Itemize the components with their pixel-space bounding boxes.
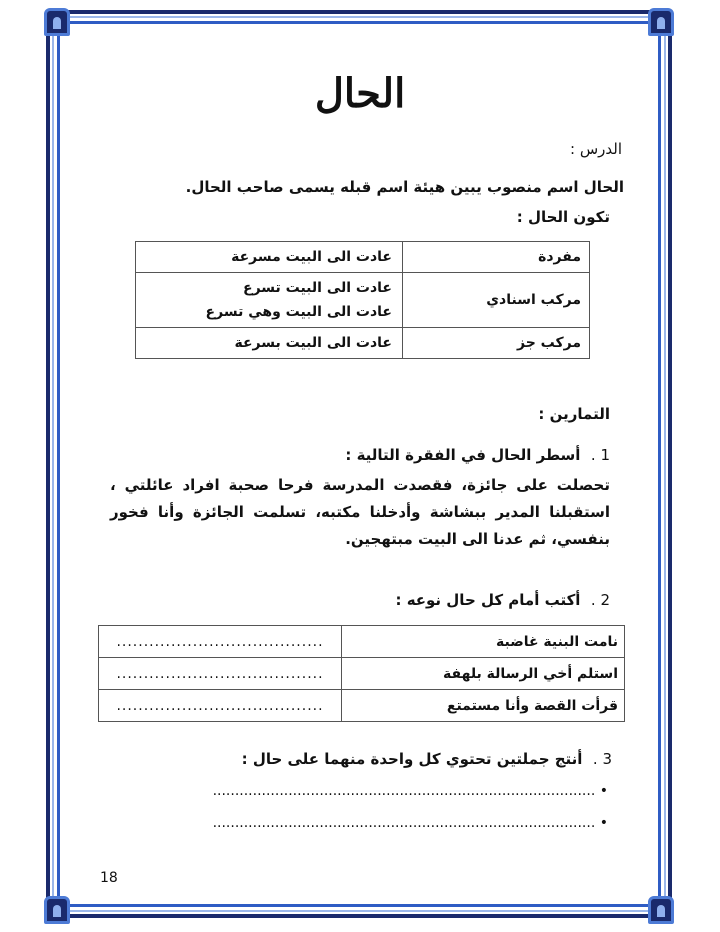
definition-text: الحال اسم منصوب يبين هيئة اسم قبله يسمى صاحب الحال. xyxy=(185,178,624,196)
form-example-line: عادت الى البيت وهي تسرع xyxy=(205,303,392,320)
sentence-cell: نامت البنية غاضبة xyxy=(342,626,625,658)
table-row xyxy=(136,242,590,273)
sentence-cell: قرأت القصة وأنا مستمتع xyxy=(342,690,625,722)
table-row xyxy=(99,658,625,690)
page-title: الحال xyxy=(314,70,406,117)
question-text: أكتب أمام كل حال نوعه : xyxy=(395,591,581,609)
question-text: أنتج جملتين تحتوي كل واحدة منهما على حال : xyxy=(241,750,583,768)
question-2 xyxy=(395,591,610,609)
question-number: 2 . xyxy=(590,591,610,609)
form-type: مركب اسنادي xyxy=(403,272,590,328)
table-row xyxy=(136,272,590,328)
question-number: 1 . xyxy=(590,446,610,464)
sentence-cell: استلم أخي الرسالة بلهفة xyxy=(342,658,625,690)
page-number: 18 xyxy=(100,870,118,886)
forms-table xyxy=(135,241,590,359)
form-example xyxy=(136,242,403,273)
question-text: أسطر الحال في الفقرة التالية : xyxy=(345,446,581,464)
answer-blank[interactable]: ...................................... xyxy=(99,690,342,722)
form-example-line: عادت الى البيت مسرعة xyxy=(231,248,392,265)
form-example xyxy=(136,272,403,328)
forms-label: تكون الحال : xyxy=(516,208,610,226)
frame-corner-ornament-icon xyxy=(44,8,70,36)
answer-blank[interactable]: ...................................... xyxy=(99,626,342,658)
table-row xyxy=(99,690,625,722)
answer-blank[interactable]: ...................................... xyxy=(99,658,342,690)
form-type: مركب جز xyxy=(403,328,590,359)
question-number: 3 . xyxy=(592,750,612,768)
answer-line[interactable]: • ...................................................................................... xyxy=(212,815,608,831)
lesson-label: الدرس : xyxy=(570,140,622,158)
frame-corner-ornament-icon xyxy=(44,896,70,924)
question-1 xyxy=(345,446,610,464)
question-3 xyxy=(242,750,612,768)
form-example xyxy=(136,328,403,359)
answer-line[interactable]: • ...................................................................................... xyxy=(212,783,608,799)
form-example-line: عادت الى البيت تسرع xyxy=(243,279,392,296)
table-row xyxy=(136,328,590,359)
frame-corner-ornament-icon xyxy=(648,8,674,36)
table-row xyxy=(99,626,625,658)
question-1-paragraph: تحصلت على جائزة، فقصدت المدرسة فرحا صحبة افراد عائلتي ، استقبلنا المدير ببشاشة وأدخلنا مكتبه، تسلمت الجائزة وأنا فخور بنفسي، ثم عدنا الى البيت مبتهجين. xyxy=(110,476,610,548)
kind-table xyxy=(98,625,625,722)
form-example-line: عادت الى البيت بسرعة xyxy=(234,335,392,352)
exercises-label: التمارين : xyxy=(538,405,610,423)
form-type: مفردة xyxy=(403,242,590,273)
frame-corner-ornament-icon xyxy=(648,896,674,924)
